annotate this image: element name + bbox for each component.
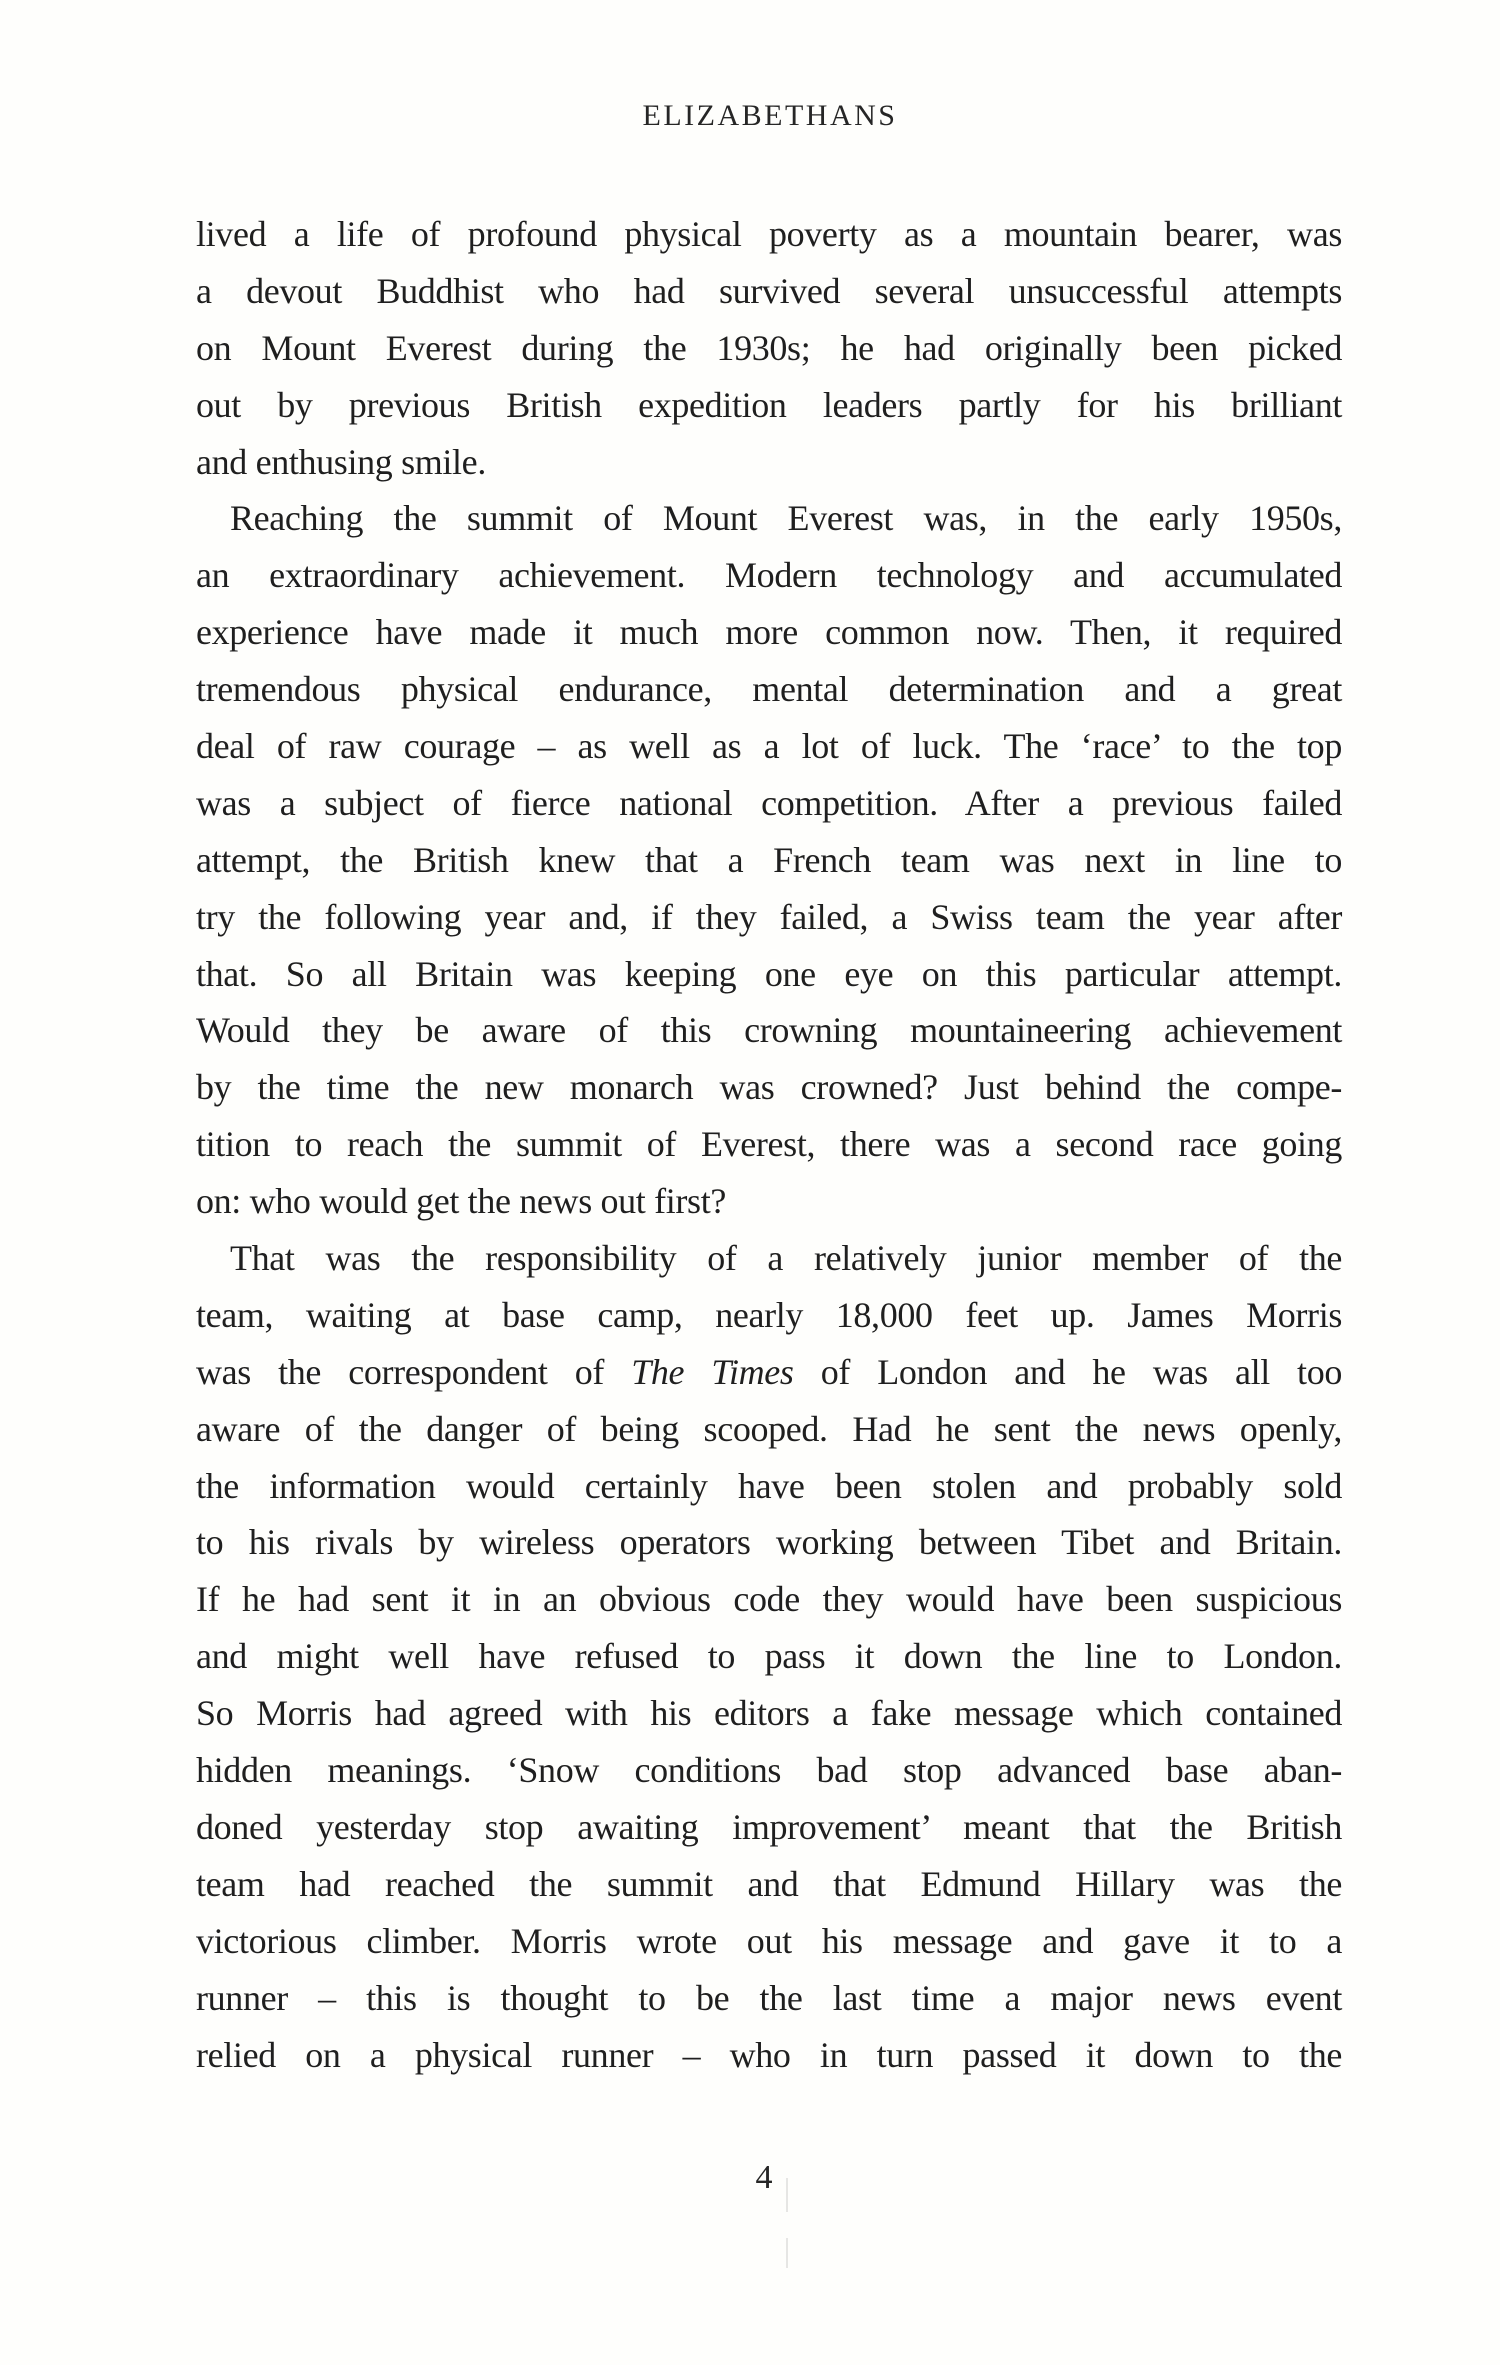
text-line: aware of the danger of being scooped. Had he sent the news openly, xyxy=(196,1408,1342,1449)
text-line: to his rivals by wireless operators working between Tibet and Britain. xyxy=(196,1522,1342,1563)
page-number: 4 xyxy=(755,2159,773,2196)
text-segment: was the correspondent of xyxy=(196,1351,632,1392)
text-line: team had reached the summit and that Edmund Hillary was the xyxy=(196,1863,1342,1904)
text-line: out by previous British expedition leaders partly for his brilliant xyxy=(196,384,1342,425)
text-line: runner – this is thought to be the last time a major news event xyxy=(196,1977,1342,2018)
text-line: and might well have refused to pass it down the line to London. xyxy=(196,1636,1342,1677)
text-line: Reaching the summit of Mount Everest was, in the early 1950s, xyxy=(230,498,1342,539)
text-line: team, waiting at base camp, nearly 18,000 feet up. James Morris xyxy=(196,1294,1342,1335)
text-line: was a subject of fierce national competition. After a previous failed xyxy=(196,782,1342,823)
text-line: That was the responsibility of a relatively junior member of the xyxy=(230,1238,1342,1279)
text-line: victorious climber. Morris wrote out his message and gave it to a xyxy=(196,1920,1342,1961)
text-line: deal of raw courage – as well as a lot of luck. The ‘race’ to the top xyxy=(196,726,1342,767)
running-head: ELIZABETHANS xyxy=(642,99,898,132)
text-line-with-italic-title xyxy=(196,1344,1342,1401)
text-line: experience have made it much more common now. Then, it required xyxy=(196,612,1342,653)
text-segment: of London and he was all too xyxy=(793,1351,1342,1392)
text-line: relied on a physical runner – who in turn passed it down to the xyxy=(196,2034,1342,2075)
text-line: on Mount Everest during the 1930s; he had originally been picked xyxy=(196,327,1342,368)
text-line: lived a life of profound physical poverty as a mountain bearer, was xyxy=(196,214,1342,254)
scan-artifact-divider xyxy=(786,2238,788,2268)
text-line: If he had sent it in an obvious code they would have been suspicious xyxy=(196,1579,1342,1620)
text-line: on: who would get the news out first? xyxy=(196,1181,726,1222)
text-line: the information would certainly have been stolen and probably sold xyxy=(196,1465,1342,1506)
text-line: tition to reach the summit of Everest, there was a second race going xyxy=(196,1124,1342,1165)
text-line: an extraordinary achievement. Modern technology and accumulated xyxy=(196,555,1342,596)
newspaper-title: The Times xyxy=(631,1351,794,1392)
text-line: tremendous physical endurance, mental determination and a great xyxy=(196,669,1342,710)
text-line: Would they be aware of this crowning mountaineering achievement xyxy=(196,1010,1342,1051)
paragraph-3 xyxy=(196,1230,1342,2083)
text-line: try the following year and, if they failed, a Swiss team the year after xyxy=(196,896,1342,937)
text-line: doned yesterday stop awaiting improvement’ meant that the British xyxy=(196,1806,1342,1847)
paragraph-2 xyxy=(196,490,1342,1230)
text-line: that. So all Britain was keeping one eye on this particular attempt. xyxy=(196,953,1342,994)
paragraph-1 xyxy=(196,206,1342,490)
text-line: by the time the new monarch was crowned? Just behind the compe- xyxy=(196,1067,1342,1108)
text-line: hidden meanings. ‘Snow conditions bad stop advanced base aban- xyxy=(196,1750,1342,1791)
text-line: So Morris had agreed with his editors a fake message which contained xyxy=(196,1693,1342,1734)
text-line: and enthusing smile. xyxy=(196,441,486,482)
body-text xyxy=(196,206,1342,2083)
scan-artifact-divider xyxy=(786,2178,788,2212)
text-line: a devout Buddhist who had survived several unsuccessful attempts xyxy=(196,270,1342,311)
text-line: attempt, the British knew that a French team was next in line to xyxy=(196,839,1342,880)
